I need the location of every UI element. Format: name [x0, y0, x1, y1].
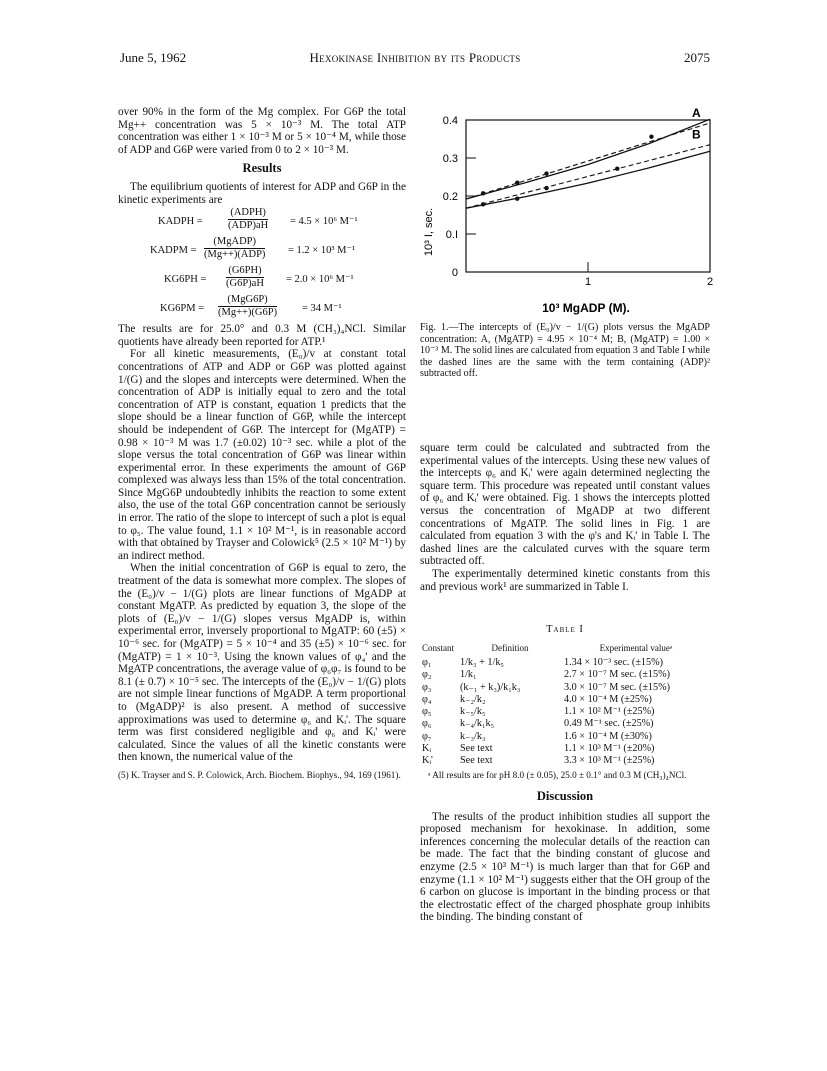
x-tick-label: 2 [706, 276, 713, 288]
right-paragraph-2: The experimentally determined kinetic constants from this and previous work¹ are summarized in Table I. [420, 567, 710, 593]
table-row [420, 706, 710, 718]
table-cell: 1.1 × 10² M⁻¹ (±25%) [564, 706, 655, 718]
table-cell: φ₆ [422, 718, 432, 730]
table-row [420, 743, 710, 755]
table-cell: (k₋₁ + k₃)/k₁k₃ [460, 681, 521, 693]
table-header-row [420, 643, 710, 657]
equation-kg6ph [118, 265, 406, 293]
table-row [420, 694, 710, 706]
equation-fraction [228, 207, 268, 232]
table-row [420, 669, 710, 681]
figure-1 [418, 104, 713, 319]
left-column [118, 106, 406, 781]
y-axis-label: 10³ I, sec. [423, 207, 435, 257]
table-title: Table I [546, 624, 584, 635]
equation-numerator: (MgG6P) [218, 294, 277, 307]
y-tick-label: 0 [451, 267, 458, 279]
equation-lhs: KADPH = [158, 216, 203, 228]
data-point [481, 191, 485, 195]
series-b-solid-line [466, 151, 710, 208]
right-column [420, 442, 710, 593]
table-cell: 1.1 × 10³ M⁻¹ (±20%) [564, 743, 655, 755]
table-cell: 1.6 × 10⁻⁴ M (±30%) [564, 730, 652, 742]
y-tick-label: 0.3 [442, 153, 458, 165]
table-cell: Kᵢ' [422, 755, 433, 767]
equation-rhs: = 1.2 × 10³ M⁻¹ [288, 245, 356, 257]
series-label: B [692, 127, 701, 142]
table-row [420, 755, 710, 767]
y-tick-label: 0.I [445, 229, 458, 241]
plot-frame [466, 120, 710, 272]
equation-fraction [204, 236, 265, 261]
discussion-heading: Discussion [536, 789, 594, 803]
equation-rhs: = 2.0 × 10⁶ M⁻¹ [286, 274, 354, 286]
table-cell: φ₄ [422, 693, 432, 705]
series-label: A [692, 106, 701, 121]
table-cell: 2.7 × 10⁻⁷ M sec. (±15%) [564, 669, 670, 681]
equation-denominator: (ADP)aH [228, 220, 269, 232]
table-header: Definition [491, 643, 529, 653]
equation-kg6pm [118, 294, 406, 322]
equation-kadpm [118, 236, 406, 264]
y-tick-label: 0.4 [442, 115, 458, 127]
table-cell: φ₁ [422, 657, 432, 668]
table-row [420, 718, 710, 730]
right-paragraph-1: square term could be calculated and subtracted from the experimental values of the intercepts. Using these new values of the intercepts φ₆ and Kᵢ' were again determined neglecting the square term. This procedure was repeated until constant values of φ₆ and Kᵢ' were obtained. Fig. 1 shows the intercepts plotted versus the concentration of MgADP at two different concentrations of MgATP. The solid lines in Fig. 1 are calculated from equation 3 with the φ's and Kᵢ' in Table I. The dashed lines are the calculated curves with the square term subtracted off. [420, 442, 710, 568]
table-cell: See text [460, 755, 493, 767]
results-paragraph-4: When the initial concentration of G6P is equal to zero, the treatment of the data is somewhat more complex. The slopes of the (E₀)/v − 1/(G) plots are linear functions of MgADP at constant MgATP. As predicted by equation 3, the slope of the plots of (E₀)/v − 1/(G) slopes versus MgADP is, within experimental error, inversely proportional to MgATP: 60 (±5) × 10⁻⁶ sec. for (MgATP) = 5 × 10⁻⁴ and 35 (±5) × 10⁻⁶ sec. for (MgATP) = 1 × 10⁻³. Using the known values of φ₄' and the MgATP concentrations, the average value of φ₆φ₇ is found to be 8.1 (± 0.7) × 10⁻⁵ sec. The intercepts of the (E₀)/v − 1/(G) plots are not simple linear functions of MgADP. A term proportional to (MgADP)² is also present. A method of successive approximations was used to determine φ₆ and Kᵢ'. The square term was first considered negligible and φ₆ and Kᵢ' were calculated. Since the values of all the kinetic constants were then known, the numerical value of the [118, 562, 406, 764]
table-cell: 4.0 × 10⁻⁴ M (±25%) [564, 693, 652, 705]
table-cell: See text [460, 743, 493, 755]
series-a-solid-line [466, 119, 710, 199]
table-cell: k₋₅/k₅ [460, 706, 486, 718]
results-paragraph-2: The results are for 25.0° and 0.3 M (CH₃)₄NCl. Similar quotients have already been reported for ATP.¹ [118, 323, 406, 348]
header-date: June 5, 1962 [120, 50, 187, 65]
results-heading: Results [242, 161, 282, 176]
table-cell: 1/k₁ [460, 669, 477, 681]
table-footnote: ᵃ All results are for pH 8.0 (± 0.05), 25.0 ± 0.1° and 0.3 M (CH₃)₄NCl. [428, 769, 687, 780]
equation-numerator: (G6PH) [226, 265, 264, 278]
intro-paragraph: over 90% in the form of the Mg complex. For G6P the total Mg++ concentration was 5 × 10⁻³ M. The total ATP concentration was either 1 × 10⁻³ M or 5 × 10⁻⁴ M, while those of ADP and G6P were varied from 0 to 2 × 10⁻³ M. [118, 106, 406, 156]
equation-lhs: KG6PM = [160, 303, 205, 315]
results-paragraph-1: The equilibrium quotients of interest for ADP and G6P in the kinetic experiments are [118, 180, 406, 206]
x-axis-label: 10³ MgADP (M). [542, 301, 630, 315]
equation-denominator: (G6P)aH [226, 278, 264, 290]
data-point [481, 202, 485, 206]
table-cell: Kᵢ [422, 743, 432, 755]
table-cell: φ₅ [422, 706, 432, 718]
table-cell: φ₇ [422, 730, 432, 742]
table-cell: k₋₂/k₂ [460, 693, 486, 705]
table-cell: 1/k₃ + 1/k₅ [460, 657, 504, 668]
table-cell: 3.0 × 10⁻⁷ M sec. (±15%) [564, 681, 670, 693]
equation-fraction [226, 265, 264, 290]
table-cell: φ₃ [422, 681, 432, 693]
data-point [544, 186, 548, 190]
running-header [120, 50, 710, 70]
equation-kadph [118, 207, 406, 235]
data-point [515, 181, 519, 185]
constants-table [420, 643, 710, 768]
y-tick-label: 0.2 [442, 191, 458, 203]
series-b-dashed-line [466, 145, 710, 209]
data-point [515, 196, 519, 200]
equation-denominator: (Mg++)(ADP) [204, 249, 266, 261]
discussion-section [420, 790, 710, 924]
table-row [420, 731, 710, 743]
table-row [420, 682, 710, 694]
data-point [615, 166, 619, 170]
table-row [420, 657, 710, 669]
equation-rhs: = 34 M⁻¹ [302, 303, 342, 315]
header-title: Hexokinase Inhibition by its Products [309, 50, 521, 65]
table-header: Experimental valueᵃ [599, 643, 673, 653]
equation-lhs: KG6PH = [164, 274, 207, 286]
table-cell: φ₂ [422, 669, 432, 681]
equation-denominator: (Mg++)(G6P) [218, 307, 278, 319]
equation-rhs: = 4.5 × 10⁶ M⁻¹ [290, 216, 358, 228]
intercept-chart [418, 104, 713, 319]
equation-fraction [218, 294, 277, 319]
results-paragraph-3: For all kinetic measurements, (E₀)/v at constant total concentrations of ATP and ADP or G6P was plotted against 1/(G) and the slopes and intercepts were determined. When the concentration of ADP is initially equal to zero and the total concentration of ATP is constant, equation 1 predicts that the slope should be a linear function of G6P, while the intercept should be independent of G6P. The intercept for (MgATP) = 0.98 × 10⁻³ M was 1.7 (±0.02) 10⁻³ sec. while a plot of the slope versus the total concentration of G6P was linear within experimental error. In these experiments the amount of G6P complexed was always less than 15% of the total concentration. Since MgG6P undoubtedly inhibits the reaction to some extent also, the use of the total G6P concentration cannot be seriously in error. The ratio of the slope to intercept of such a plot is equal to φ₅. The value found, 1.1 × 10² M⁻¹, is in reasonable accord with that obtained by Trayser and Colowick⁵ (2.5 × 10² M⁻¹) by an indirect method. [118, 348, 406, 562]
table-cell: 3.3 × 10³ M⁻¹ (±25%) [564, 755, 655, 767]
page-number: 2075 [684, 50, 710, 65]
table-1 [420, 624, 710, 781]
table-header: Constant [422, 643, 455, 653]
footnote: (5) K. Trayser and S. P. Colowick, Arch. Biochem. Biophys., 94, 169 (1961). [118, 769, 401, 780]
equation-numerator: (MgADP) [204, 236, 265, 249]
x-tick-label: 1 [584, 276, 592, 288]
table-cell: k₋₄/k₁k₅ [460, 718, 495, 730]
equation-lhs: KADPM = [150, 245, 197, 257]
equation-numerator: (ADPH) [228, 207, 268, 220]
data-point [649, 135, 653, 139]
table-cell: 1.34 × 10⁻³ sec. (±15%) [564, 657, 663, 668]
data-point [544, 171, 548, 175]
table-cell: 0.49 M⁻¹ sec. (±25%) [564, 718, 654, 730]
table-cell: k₋₃/k₃ [460, 730, 486, 742]
figure-caption: Fig. 1.—The intercepts of (E₀)/v − 1/(G) plots versus the MgADP concentration: A, (MgATP) = 4.95 × 10⁻⁴ M; B, (MgATP) = 1.00 × 10⁻³ M. The solid lines are calculated from equation 3 and Table I while the dashed lines are the same with the term containing (ADP)² subtracted off. [420, 322, 710, 380]
discussion-paragraph: The results of the product inhibition studies all support the proposed mechanism for hexokinase. In addition, some inferences concerning the molecular details of the reaction can be made. The fact that the binding constant of glucose and enzyme (2.5 × 10³ M⁻¹) is much larger than that for G6P and enzyme (1.1 × 10² M⁻¹) suggests either that the OH group of the 6 carbon on glucose is important in the binding process or that the electrostatic effect of the charged phosphate group inhibits the binding. The binding constant of [420, 810, 710, 924]
